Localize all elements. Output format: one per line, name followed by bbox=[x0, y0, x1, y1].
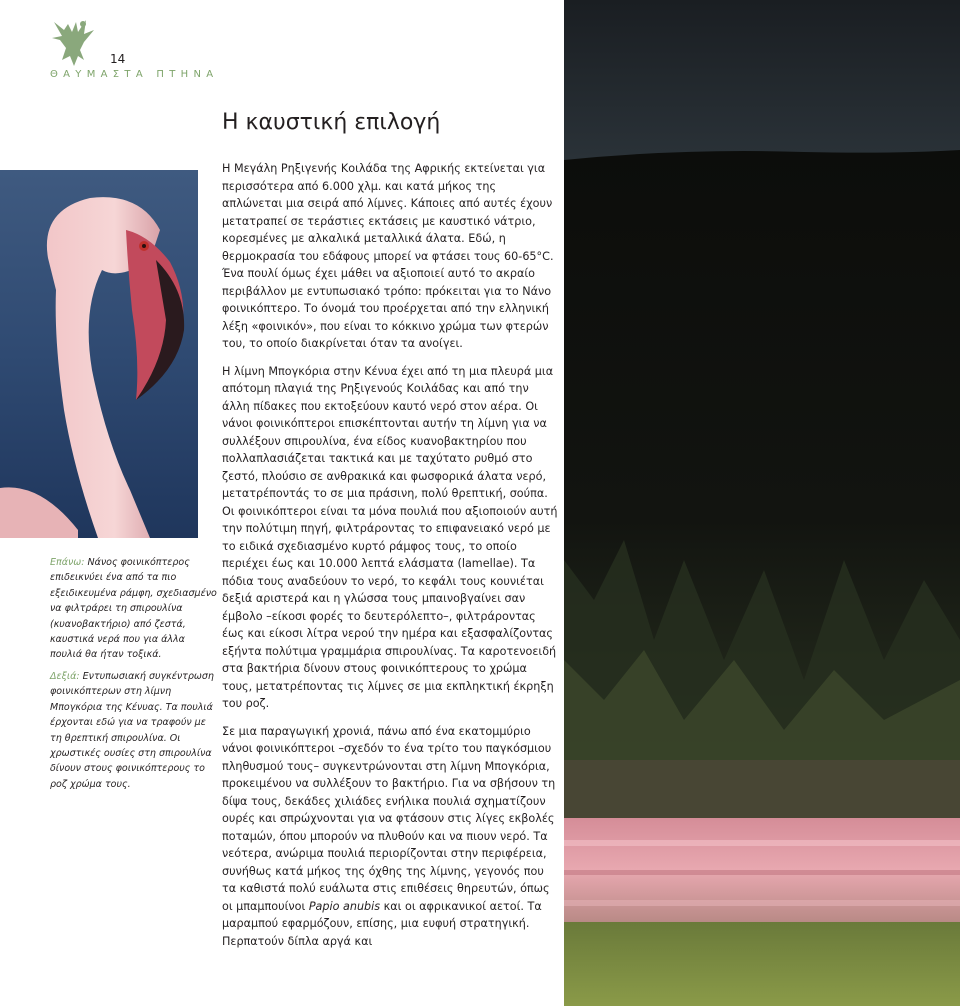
article-heading: Η καυστική επιλογή bbox=[222, 110, 441, 135]
paragraph-2: Η λίμνη Μπογκόρια στην Κένυα έχει από τη μια πλευρά μια απότομη πλαγιά της Ρηξιγενούς Κοιλάδας και από την άλλη πίδακες που εκτοξεύουν καυτό νερό στον αέρα. Οι νάνοι φοινικόπτεροι επισκέπτονται αυτήν τη λίμνη για να συλλέξουν σπιρουλίνα, ένα είδος κυανοβακτηρίου που πολλαπλασιάζεται τακτικά και με ταχύτατο ρυθμό στο ζεστό, πλούσιο σε ανθρακικά και φωσφορικά άλατα νερό, μετατρέποντάς το σε μια πράσινη, πολύ θρεπτική, σούπα. Οι φοινικόπτεροι είναι τα μόνα πουλιά που αξιοποιούν αυτή την πολύτιμη πηγή, φιλτράροντας το επιφανειακό νερό με το ειδικά σχεδιασμένο κυρτό ράμφος τους, το οποίο περιέχει έως και 10.000 λεπτά ελάσματα (lamellae). Τα πόδια τους αναδεύουν το νερό, το κεφάλι τους κουνιέται δεξιά αριστερά και η γλώσσα τους μπαινοβγαίνει σαν έμβολο –είκοσι φορές το δευτερόλεπτο–, φιλτράροντας έως και είκοσι λίτρα νερού την ημέρα και εξασφαλίζοντας εξήντα πολύτιμα γραμμάρια σπιρουλίνας. Τα καροτενοειδή στα βακτήρια δίνουν στους φοινικόπτερους το χρώμα τους, μετατρέποντας τις λίμνες σε μια εκπληκτική έκρηξη του ροζ. bbox=[222, 364, 558, 710]
caption-right bbox=[50, 669, 218, 792]
lake-bogoria-photo bbox=[564, 0, 960, 1006]
caption-right-label: Δεξιά: bbox=[50, 671, 80, 682]
running-title: ΘΑΥΜΑΣΤΑ ΠΤΗΝΑ bbox=[50, 69, 219, 80]
paragraph-3 bbox=[222, 723, 558, 951]
eagle-icon bbox=[50, 16, 96, 68]
paragraph-3-end: και οι αφρικανικοί αετοί. Τα μαραμπού εφαρμόζουν, επίσης, μια ευφυή στρατηγική. Περπατούν δίπλα αργά και bbox=[222, 899, 542, 948]
caption-top-label: Επάνω: bbox=[50, 557, 85, 568]
flamingo-head-photo bbox=[0, 170, 198, 538]
species-name: Papio anubis bbox=[308, 899, 381, 913]
page-number: 14 bbox=[110, 52, 126, 66]
caption-right-text: Εντυπωσιακή συγκέντρωση φοινικόπτερων στη λίμνη Μπογκόρια της Κένυας. Τα πουλιά έρχονται εδώ για να τραφούν με τη θρεπτική σπιρουλίνα. Οι χρωστικές ουσίες στη σπιρουλίνα δίνουν στους φοινικόπτερους το ροζ χρώμα τους. bbox=[50, 671, 214, 790]
paragraph-3-start: Σε μια παραγωγική χρονιά, πάνω από ένα εκατομμύριο νάνοι φοινικόπτεροι –σχεδόν το ένα τρίτο του παγκόσμιου πληθυσμού τους– συγκεντρώνονται στη λίμνη Μπογκόρια, προκειμένου να συλλέξουν το βακτήριο. Για να σβήσουν τη δίψα τους, δεκάδες χιλιάδες ενήλικα πουλιά σχηματίζουν ουρές και σπρώχνονται για να φτάσουν στις λίγες εκβολές ποταμών, όπου μπορούν να πλυθούν και να πιουν νερό. Τα νεότερα, ανώριμα πουλιά περιορίζονται στην περιφέρεια, συνήθως κατά μήκος της όχθης της λίμνης, γεγονός που τα καθιστά πολύ ευάλωτα στις επιθέσεις θηρευτών, όπως οι μπαμπουίνοι bbox=[222, 724, 556, 913]
caption-top bbox=[50, 555, 218, 663]
caption-top-text: Νάνος φοινικόπτερος επιδεικνύει ένα από τα πιο εξειδικευμένα ράμφη, σχεδιασμένο να φιλτράρει τη σπιρουλίνα (κυανοβακτήριο) από ζεστά, καυστικά νερά που για άλλα πουλιά θα ήταν τοξικά. bbox=[50, 557, 217, 661]
article-body bbox=[222, 160, 558, 960]
paragraph-1: Η Μεγάλη Ρηξιγενής Κοιλάδα της Αφρικής εκτείνεται για περισσότερα από 6.000 χλμ. και κατά μήκος της απλώνεται μια σειρά από λίμνες. Κάποιες από αυτές έχουν μετατραπεί σε τεράστιες εκτάσεις με καυστικό νάτριο, κορεσμένες με αλκαλικά μεταλλικά άλατα. Εδώ, η θερμοκρασία του εδάφους μπορεί να φτάσει τους 60-65°C. Ένα πουλί όμως έχει μάθει να αξιοποιεί αυτό το ακραίο περιβάλλον με εντυπωσιακό τρόπο: πρόκειται για το Νάνο φοινικόπτερο. Το όνομά του προέρχεται από την ελληνική λέξη «φοινικόν», που είναι το κόκκινο χρώμα των φτερών του, το οποίο διακρίνεται όταν τα ανοίγει. bbox=[222, 162, 554, 350]
